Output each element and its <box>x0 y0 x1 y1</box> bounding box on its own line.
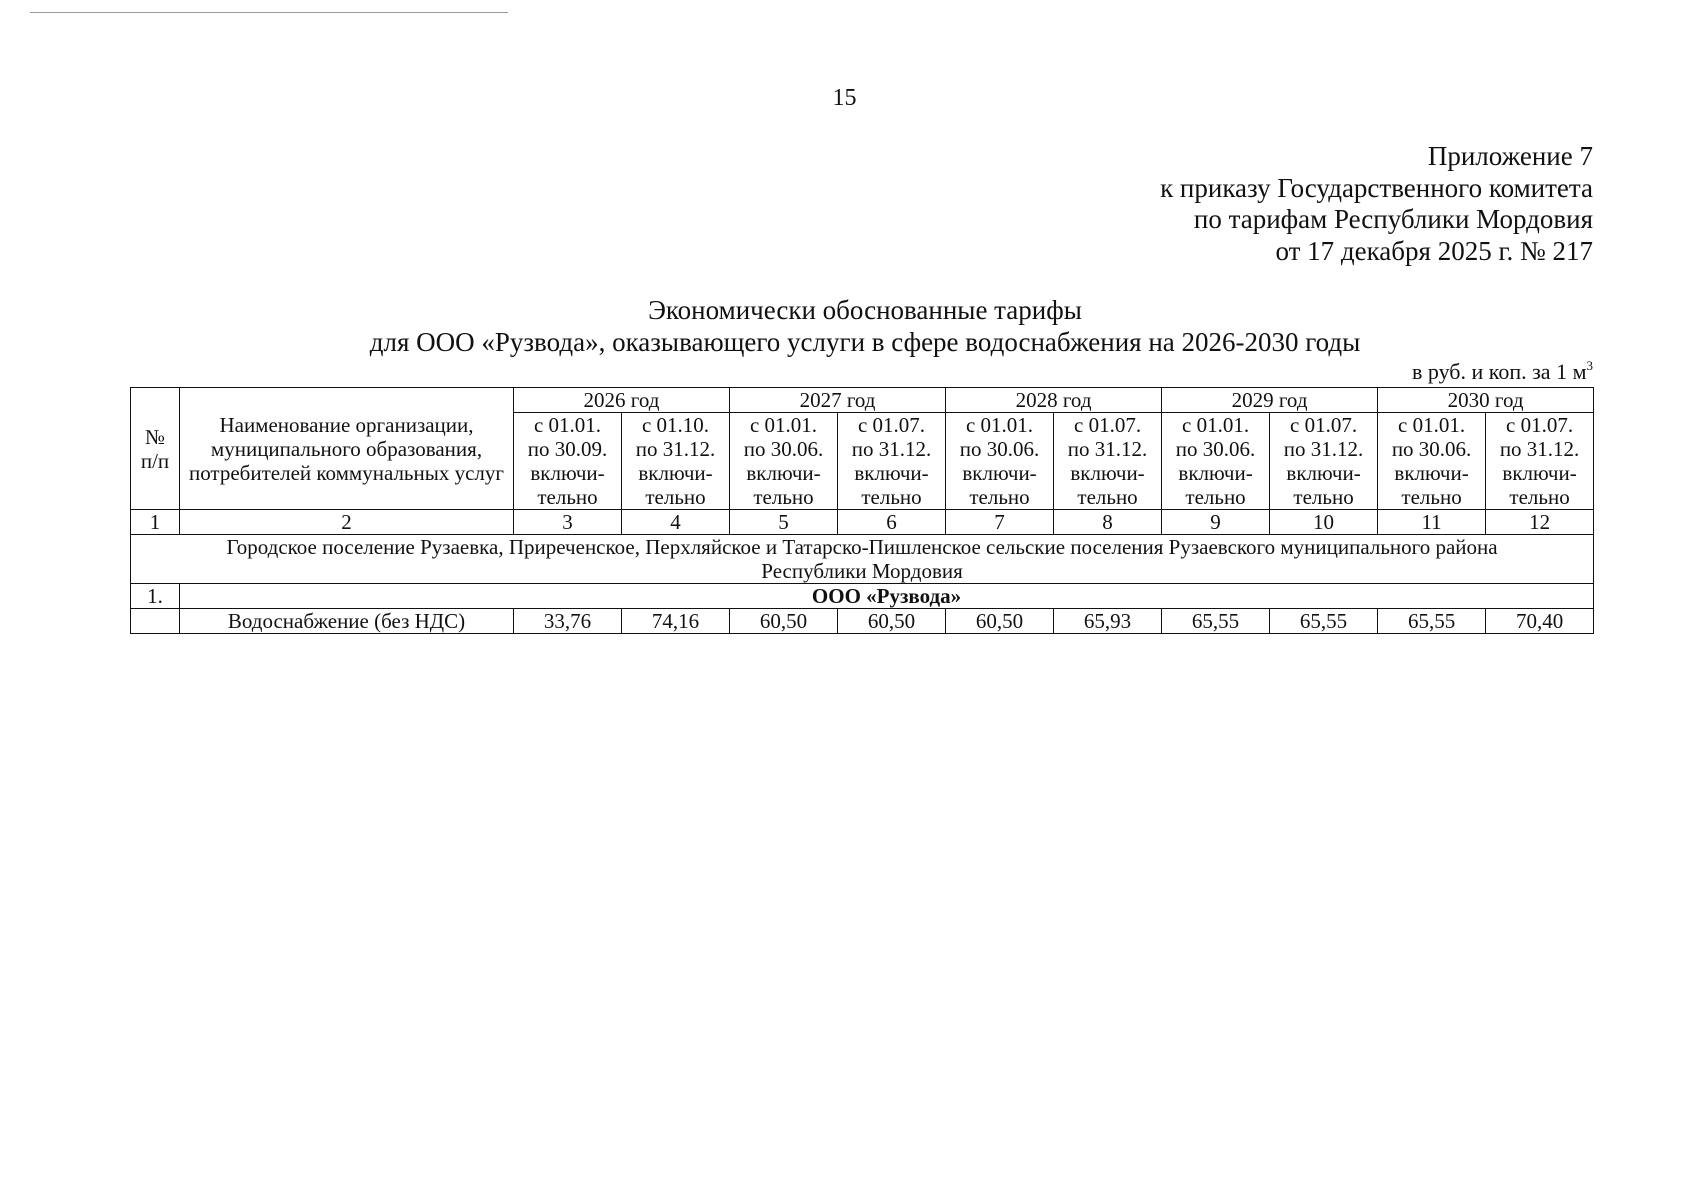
column-number: 6 <box>838 510 946 535</box>
settlement-line-1: Городское поселение Рузаевка, Приреченское, Перхляйское и Татарско-Пишленское сельские поселения Рузаевского муниципального района <box>226 535 1498 559</box>
period-line: включи- <box>1286 461 1361 485</box>
column-number: 7 <box>946 510 1054 535</box>
period-line: с 01.10. <box>641 413 710 437</box>
header-period-cell <box>946 413 1054 510</box>
units-label <box>1412 360 1593 384</box>
appendix-line-1: Приложение 7 <box>1427 141 1593 171</box>
tariff-value: 60,50 <box>946 609 1054 634</box>
organization-row <box>131 584 1594 609</box>
tariff-value: 60,50 <box>730 609 838 634</box>
column-number: 11 <box>1378 510 1486 535</box>
tariff-value: 65,55 <box>1162 609 1270 634</box>
column-number: 5 <box>730 510 838 535</box>
units-text: в руб. и коп. за 1 м <box>1412 359 1587 384</box>
period-line: тельно <box>753 485 814 509</box>
organization-name: ООО «Рузвода» <box>180 584 1594 609</box>
title-line-2: для ООО «Рузвода», оказывающего услуги в сфере водоснабжения на 2026-2030 годы <box>369 326 1361 357</box>
column-number: 12 <box>1486 510 1594 535</box>
column-number: 8 <box>1054 510 1162 535</box>
tariff-value: 65,93 <box>1054 609 1162 634</box>
period-line: включи- <box>638 461 713 485</box>
period-line: включи- <box>1502 461 1577 485</box>
period-line: по 30.06. <box>1391 437 1472 461</box>
tariffs-table <box>130 387 1594 634</box>
header-period-cell <box>1162 413 1270 510</box>
period-line: тельно <box>1185 485 1246 509</box>
period-line: с 01.07. <box>1074 413 1142 437</box>
tariff-value: 65,55 <box>1270 609 1378 634</box>
period-line: с 01.01. <box>965 413 1034 437</box>
header-year-2030: 2030 год <box>1378 388 1594 413</box>
period-line: с 01.01. <box>1398 413 1466 437</box>
header-period-cell <box>838 413 946 510</box>
tariff-value: 33,76 <box>514 609 622 634</box>
header-year-2028: 2028 год <box>946 388 1162 413</box>
period-line: включи- <box>1178 461 1253 485</box>
period-line: с 01.01. <box>533 413 602 437</box>
service-number-cell <box>131 609 180 634</box>
period-line: тельно <box>1293 485 1354 509</box>
header-year-2027: 2027 год <box>730 388 946 413</box>
header-number-line-2: п/п <box>140 448 170 473</box>
appendix-line-3: по тарифам Республики Мордовия <box>1193 204 1593 234</box>
period-line: по 31.12. <box>1283 437 1364 461</box>
period-line: с 01.01. <box>1182 413 1250 437</box>
period-line: с 01.01. <box>749 413 818 437</box>
header-period-cell <box>622 413 730 510</box>
column-numbers-row <box>131 510 1594 535</box>
settlement-line-2: Республики Мордовия <box>761 559 963 583</box>
period-line: тельно <box>645 485 706 509</box>
header-year-2026: 2026 год <box>514 388 730 413</box>
header-period-cell <box>1486 413 1594 510</box>
period-line: с 01.07. <box>1290 413 1358 437</box>
period-line: тельно <box>1509 485 1570 509</box>
header-period-cell <box>1054 413 1162 510</box>
appendix-line-4: от 17 декабря 2025 г. № 217 <box>1275 235 1593 266</box>
header-number-line-1: № <box>144 424 166 449</box>
header-number-cell <box>131 388 180 510</box>
header-name-cell: Наименование организации, муниципального образования, потребителей коммунальных услуг <box>180 388 514 510</box>
document-title <box>0 295 1689 358</box>
period-line: включи- <box>746 461 821 485</box>
period-line: включи- <box>1394 461 1469 485</box>
settlement-row <box>131 535 1594 584</box>
service-name: Водоснабжение (без НДС) <box>180 609 514 634</box>
period-line: тельно <box>1077 485 1138 509</box>
column-number: 4 <box>622 510 730 535</box>
period-line: включи- <box>1070 461 1145 485</box>
column-number: 3 <box>514 510 622 535</box>
page-number: 15 <box>832 85 857 111</box>
tariff-value: 70,40 <box>1486 609 1594 634</box>
period-line: по 31.12. <box>1499 437 1580 461</box>
tariff-value: 65,55 <box>1378 609 1486 634</box>
header-year-2029: 2029 год <box>1162 388 1378 413</box>
appendix-header <box>893 141 1593 267</box>
service-row <box>131 609 1594 634</box>
header-row-years <box>131 388 1594 413</box>
title-line-1: Экономически обоснованные тарифы <box>648 295 1082 325</box>
header-period-cell <box>730 413 838 510</box>
period-line: с 01.07. <box>1506 413 1574 437</box>
period-line: включи- <box>962 461 1037 485</box>
column-number: 9 <box>1162 510 1270 535</box>
period-line: по 30.06. <box>959 437 1040 461</box>
tariff-value: 74,16 <box>622 609 730 634</box>
column-number: 1 <box>131 510 180 535</box>
period-line: по 31.12. <box>1067 437 1148 461</box>
header-period-cell <box>1270 413 1378 510</box>
period-line: включи- <box>854 461 929 485</box>
period-line: с 01.07. <box>857 413 926 437</box>
settlement-cell <box>131 535 1594 584</box>
period-line: тельно <box>861 485 922 509</box>
period-line: тельно <box>1401 485 1462 509</box>
appendix-line-2: к приказу Государственного комитета <box>1160 172 1593 203</box>
tariff-value: 60,50 <box>838 609 946 634</box>
period-line: по 31.12. <box>851 437 932 461</box>
header-period-cell <box>1378 413 1486 510</box>
column-number: 10 <box>1270 510 1378 535</box>
organization-number: 1. <box>131 584 180 609</box>
period-line: по 30.06. <box>743 437 824 461</box>
units-superscript: 3 <box>1586 358 1593 373</box>
column-number: 2 <box>180 510 514 535</box>
header-period-cell <box>514 413 622 510</box>
period-line: тельно <box>537 485 598 509</box>
period-line: включи- <box>530 461 605 485</box>
period-line: тельно <box>969 485 1030 509</box>
period-line: по 31.12. <box>635 437 716 461</box>
top-scan-line <box>30 12 508 13</box>
period-line: по 30.06. <box>1175 437 1256 461</box>
period-line: по 30.09. <box>527 437 608 461</box>
